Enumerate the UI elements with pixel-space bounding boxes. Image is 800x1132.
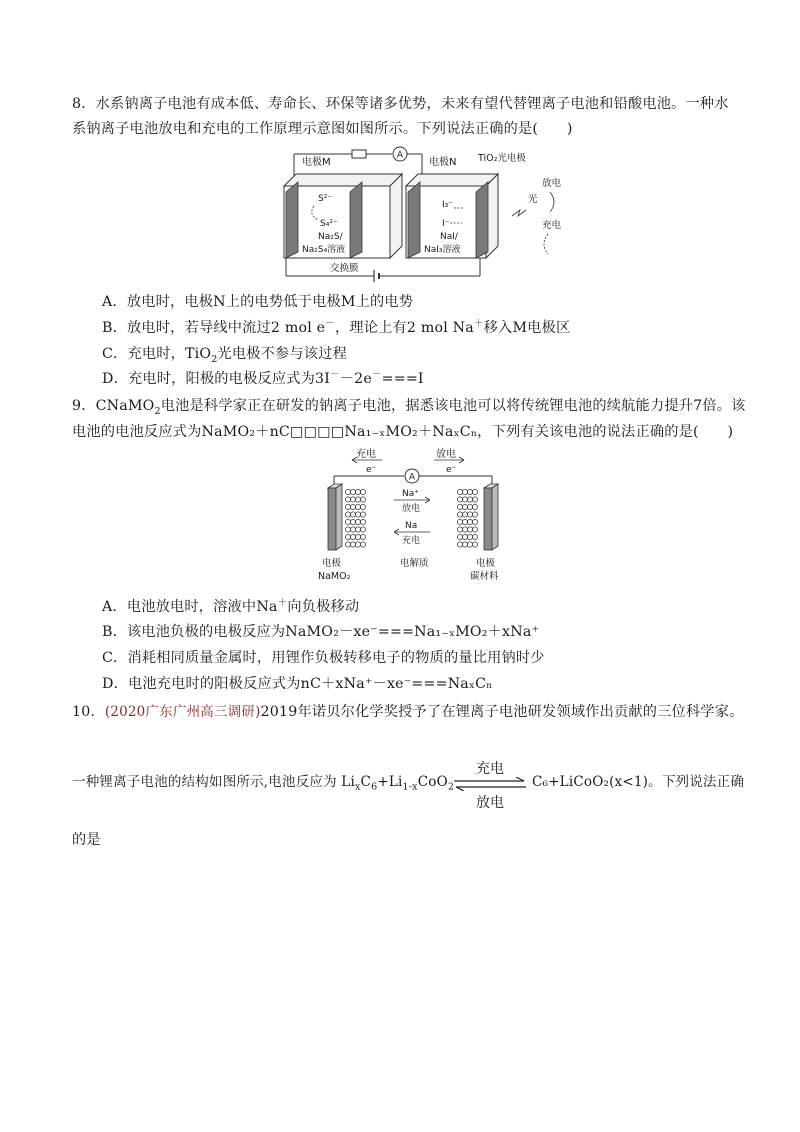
coil-ring [457,497,462,502]
q10-discharge-label: 放电 [476,795,504,811]
coil-ring [350,534,355,539]
q8-light-icon [512,210,526,216]
coil-ring [467,512,472,517]
q9-battery-diagram [312,444,522,586]
q8-tio2-label: TiO₂光电极 [478,153,526,164]
coil-ring [472,527,477,532]
q8-charge-arrow [544,234,548,254]
q8-i-ion: I⁻ [442,219,450,229]
coil-ring [350,542,355,547]
q8-electrode-m-label: 电极M [302,157,331,168]
q9-electrode-left [328,488,336,550]
q10-stem-line2: 一种锂离子电池的结构如图所示,电池反应为 $Li_xC_6+Li_{1-x}CoO_2$ [72,774,455,793]
coil-ring [472,504,477,509]
q9-left-label-1: 电极 [322,558,342,569]
coil-ring [457,504,462,509]
q10-stem-line1: 10．(2020广东广州高三调研)2019年诺贝尔化学奖授予了在锂离子电池研发领域作出贡献的三位科学家。 [72,704,744,720]
q8-ammeter-label: A [396,150,404,161]
q8-tio2-electrode [476,182,488,258]
coil-ring [350,527,355,532]
coil-ring [462,512,467,517]
q9-discharge-mid: 放电 [402,504,421,514]
coil-ring [355,519,360,524]
coil-ring [462,534,467,539]
coil-ring [462,497,467,502]
coil-ring [467,489,472,494]
q9-option-d: D．电池充电时的阳极反应式为nC＋xNa⁺－xe⁻===NaₓCₙ [102,676,493,692]
coil-ring [360,542,365,547]
coil-ring [345,504,350,509]
q9-coils-left [345,489,365,547]
q8-membrane-label: 交换膜 [330,263,359,274]
q8-battery-diagram [272,146,572,282]
coil-ring [472,542,477,547]
q9-stem-line1: 9．CNaMO$_2$电池是科学家正在研发的钠离子电池，据悉该电池可以将传统锂电池的续航能力提升7倍。该 [72,398,746,417]
q10-products: C₆+LiCoO₂(x<1)。下列说法正确 [532,774,745,790]
coil-ring [462,527,467,532]
coil-ring [472,534,477,539]
q9-stem-line2: 电池的电池反应式为NaMO₂＋nC□□□□Na₁₋ₓMO₂＋NaₓCₙ，下列有关该电池的说法正确的是( ) [72,424,734,440]
q8-s-ion: S²⁻ [318,194,333,204]
q9-discharge-label: 放电 [436,449,456,460]
coil-ring [360,527,365,532]
q9-charge-label: 充电 [356,449,376,460]
coil-ring [457,519,462,524]
coil-ring [360,497,365,502]
q8-discharge-arrow [550,192,554,212]
coil-ring [345,534,350,539]
coil-ring [472,497,477,502]
coil-ring [467,542,472,547]
q10-equilibrium-arrows-icon [452,777,528,791]
q9-electron-left: e⁻ [366,465,377,475]
q8-right-solution-1: NaI/ [440,232,458,242]
coil-ring [355,534,360,539]
q9-charge-mid: 充电 [402,536,421,546]
coil-ring [345,542,350,547]
q10-source: (2020广东广州高三调研) [104,704,261,720]
q10-charge-label: 充电 [476,761,504,777]
q8-discharge-label: 放电 [542,178,562,189]
q9-right-label-1: 电极 [476,558,496,569]
q9-electron-right: e⁻ [446,465,457,475]
coil-ring [345,489,350,494]
coil-ring [345,519,350,524]
q8-option-d: D．充电时，阳极的电极反应式为3I－－2e－===I [102,369,424,387]
coil-ring [350,519,355,524]
coil-ring [472,519,477,524]
coil-ring [355,504,360,509]
coil-ring [457,489,462,494]
q8-left-solution-2: Na₂S₄溶液 [302,245,346,255]
coil-ring [472,512,477,517]
q8-option-c: C．充电时，TiO$_2$光电极不参与该过程 [102,346,347,365]
q8-membrane-left [350,182,362,258]
q8-electrode-n-label: 电极N [429,157,457,168]
coil-ring [360,512,365,517]
q8-stem-line1: 8．水系钠离子电池有成本低、寿命长、环保等诸多优势，未来有望代替锂离子电池和铅酸电池。一种水 [72,96,729,112]
q8-right-solution-2: NaI₃溶液 [424,245,461,255]
coil-ring [457,542,462,547]
coil-ring [457,512,462,517]
coil-ring [467,497,472,502]
q8-resistor [352,150,366,158]
coil-ring [350,504,355,509]
q8-option-b: B．放电时，若导线中流过2 mol e－，理论上有2 mol Na＋移入M电极区 [102,318,571,336]
coil-ring [467,534,472,539]
q8-electrode-m [286,182,298,258]
q8-light-label: 光 [528,194,538,205]
coil-ring [462,504,467,509]
coil-ring [462,489,467,494]
coil-ring [355,489,360,494]
coil-ring [355,512,360,517]
q8-left-solution-1: Na₂S/ [318,232,343,242]
q9-electrode-right [484,488,492,550]
q8-electrode-n [408,182,420,258]
q9-coils-right [457,489,477,547]
coil-ring [467,527,472,532]
coil-ring [457,527,462,532]
q9-ammeter-label: A [408,472,416,483]
coil-ring [467,519,472,524]
q9-option-b: B．该电池负极的电极反应为NaMO₂－xe⁻===Na₁₋ₓMO₂＋xNa⁺ [102,624,540,640]
q9-na-bottom: Na [405,521,418,531]
coil-ring [355,542,360,547]
coil-ring [355,497,360,502]
coil-ring [457,534,462,539]
coil-ring [462,519,467,524]
q8-s4-ion: S₄²⁻ [320,219,338,229]
q9-electrolyte-label: 电解质 [400,558,429,569]
q9-right-label-2: 碳材料 [470,571,499,582]
q9-option-a: A．电池放电时，溶液中Na＋向负极移动 [102,597,360,615]
q8-i3-ion: I₃⁻ [442,200,454,210]
q10-stem-line3: 的是 [72,832,101,848]
q8-charge-label: 充电 [542,220,562,231]
q9-na-top: Na⁺ [402,489,419,499]
q10-reversible-arrow [452,758,528,811]
q8-option-a: A．放电时，电极N上的电势低于电极M上的电势 [102,294,414,310]
coil-ring [345,527,350,532]
coil-ring [360,489,365,494]
coil-ring [355,527,360,532]
coil-ring [360,534,365,539]
q9-left-label-2: NaMO₂ [318,571,351,582]
coil-ring [345,497,350,502]
coil-ring [462,542,467,547]
coil-ring [360,519,365,524]
coil-ring [345,512,350,517]
coil-ring [350,489,355,494]
coil-ring [472,489,477,494]
coil-ring [360,504,365,509]
coil-ring [467,504,472,509]
coil-ring [350,512,355,517]
q9-option-c: C．消耗相同质量金属时，用锂作负极转移电子的物质的量比用钠时少 [102,650,545,666]
q8-stem-line2: 系钠离子电池放电和充电的工作原理示意图如图所示。下列说法正确的是( ) [72,121,573,137]
coil-ring [350,497,355,502]
